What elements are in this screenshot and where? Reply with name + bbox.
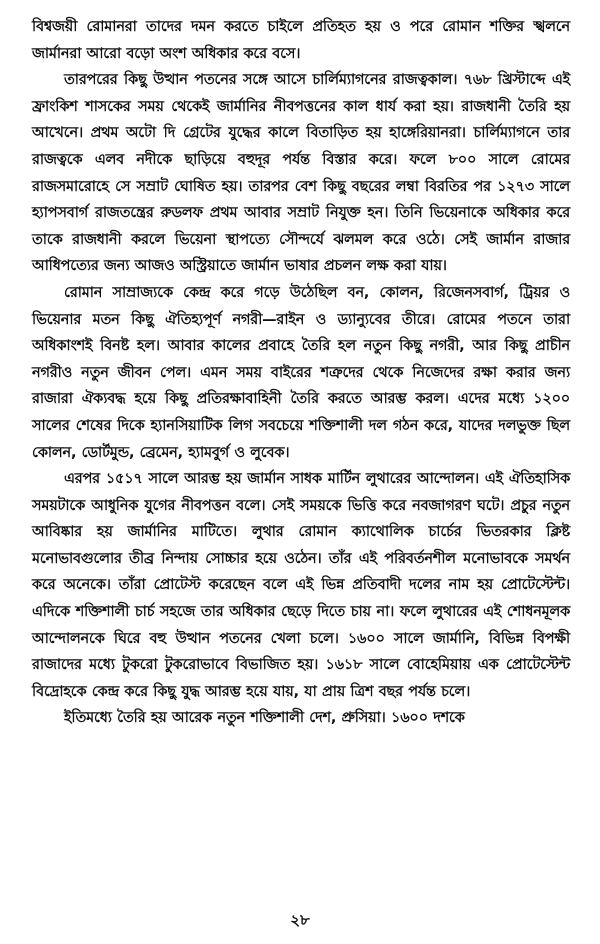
paragraph-luther: এরপর ১৫১৭ সালে আরম্ভ হয় জার্মান সাধক মার্টিন লুথারের আন্দোলন। এই ঐতিহাসিক সময়টাকে আধুনিক যুগের নীবপত্তন বলে। সেই সময়কে ভিত্তি করে নবজাগরণ ঘটে। প্রচুর নতুন আবিষ্কার হয় জার্মানির মাটিতে। লুথার রোমান ক্যাথোলিক চার্চের ভিতরকার ক্লিষ্ট মনোভাবগুলোর তীব্র নিন্দায় সোচ্চার হয়ে ওঠেন। তাঁর এই পরিবর্তনশীল মনোভাবকে সমর্থন করে অনেকে। তাঁরা প্রোটেস্ট করেছেন বলে এই ভিন্ন প্রতিবাদী দলের নাম হয় প্রোটেস্টেন্ট। এদিকে শক্তিশালী চার্চ সহজে তার অধিকার ছেড়ে দিতে চায় না। ফলে লুথারের এই শোধনমূলক আন্দোলনকে ঘিরে বহু উত্থান পতনের খেলা চলে। ১৬০০ সালে জার্মানি, বিভিন্ন বিপক্ষী রাজাদের মধ্যে টুকরো টুকরোভাবে বিভাজিত হয়। ১৬১৮ সালে বোহেমিয়ায় এক প্রোটেস্টেন্ট বিদ্রোহকে কেন্দ্র করে কিছু যুদ্ধ আরম্ভ হয়ে যায়, যা প্রায় ত্রিশ বছর পর্যন্ত চলে। <box>32 471 570 700</box>
paragraph-continuation: বিশ্বজয়ী রোমানরা তাদের দমন করতে চাইলে প্রতিহত হয় ও পরে রোমান শক্তির স্খলনে জার্মানরা আরো বড়ো অংশ অধিকার করে বসে। <box>32 19 570 62</box>
page-number: ২৮ <box>290 911 310 929</box>
paragraph-charlemagne: তারপরের কিছু উত্থান পতনের সঙ্গে আসে চার্লিম্যাগনের রাজত্বকাল। ৭৬৮ খ্রিস্টাব্দে এই ফ্রাংকিশ শাসকের সময় থেকেই জার্মানির নীবপত্তনের কাল ধার্য করা হয়। রাজধানী তৈরি হয় আখেনে। প্রথম অটো দি গ্রেটের যুদ্ধের কালে বিতাড়িত হয় হাঙ্গেরিয়ানরা। চার্লিম্যাগনে তার রাজত্বকে এলব নদীকে ছাড়িয়ে বহুদূর পর্যন্ত বিস্তার করে। ফলে ৮০০ সালে রোমের রাজসমারোহে সে সম্রাট ঘোষিত হয়। তারপর বেশ কিছু বছরের লম্বা বিরতির পর ১২৭৩ সালে হ্যাপসবার্গ রাজতন্ত্রের রুডলফ প্রথম আবার সম্রাট নিযুক্ত হন। তিনি ভিয়েনাকে অধিকার করে তাকে রাজধানী করলে ভিয়েনা স্থাপত্যে সৌন্দর্যে ঝলমল করে ওঠে। সেই জার্মান রাজার আধিপত্যের জন্য আজও অস্ট্রিয়াতে জার্মান ভাষার প্রচলন লক্ষ করা যায়। <box>32 72 570 275</box>
paragraph-prussia: ইতিমধ্যে তৈরি হয় আরেক নতুন শক্তিশালী দেশ, প্রুসিয়া। ১৬০০ দশকে <box>64 710 465 727</box>
paragraph-roman-cities: রোমান সাম্রাজ্যকে কেন্দ্র করে গড়ে উঠেছিল বন, কোলন, রিজেনসবার্গ, ট্রিয়র ও ভিয়েনার মতন কিছু ঐতিহ্যপূর্ণ নগরী—রাইন ও ড্যান্যুবের তীরে। রোমের পতনে তারা অধিকাংশই বিনষ্ট হল। আবার কালের প্রবাহে তৈরি হল নতুন কিছু নগরী, আর কিছু প্রাচীন নগরীও নতুন জীবন পেল। এমন সময় বাইরের শত্রুদের থেকে নিজেদের রক্ষা করার জন্য রাজারা ঐক্যবদ্ধ হয়ে কিছু প্রতিরক্ষাবাহিনী তৈরি করতে আরম্ভ করল। এদের মধ্যে ১২০০ সালের শেষের দিকে হ্যানসিয়াটিক লিগ সবচেয়ে শক্তিশালী দল গঠন করে, যাদের দলভুক্ত ছিল কোলন, ডোর্টমুন্ড, ব্রেমেন, হ্যামবুর্গ ও লুবেক। <box>32 284 570 461</box>
page-body <box>32 14 570 732</box>
